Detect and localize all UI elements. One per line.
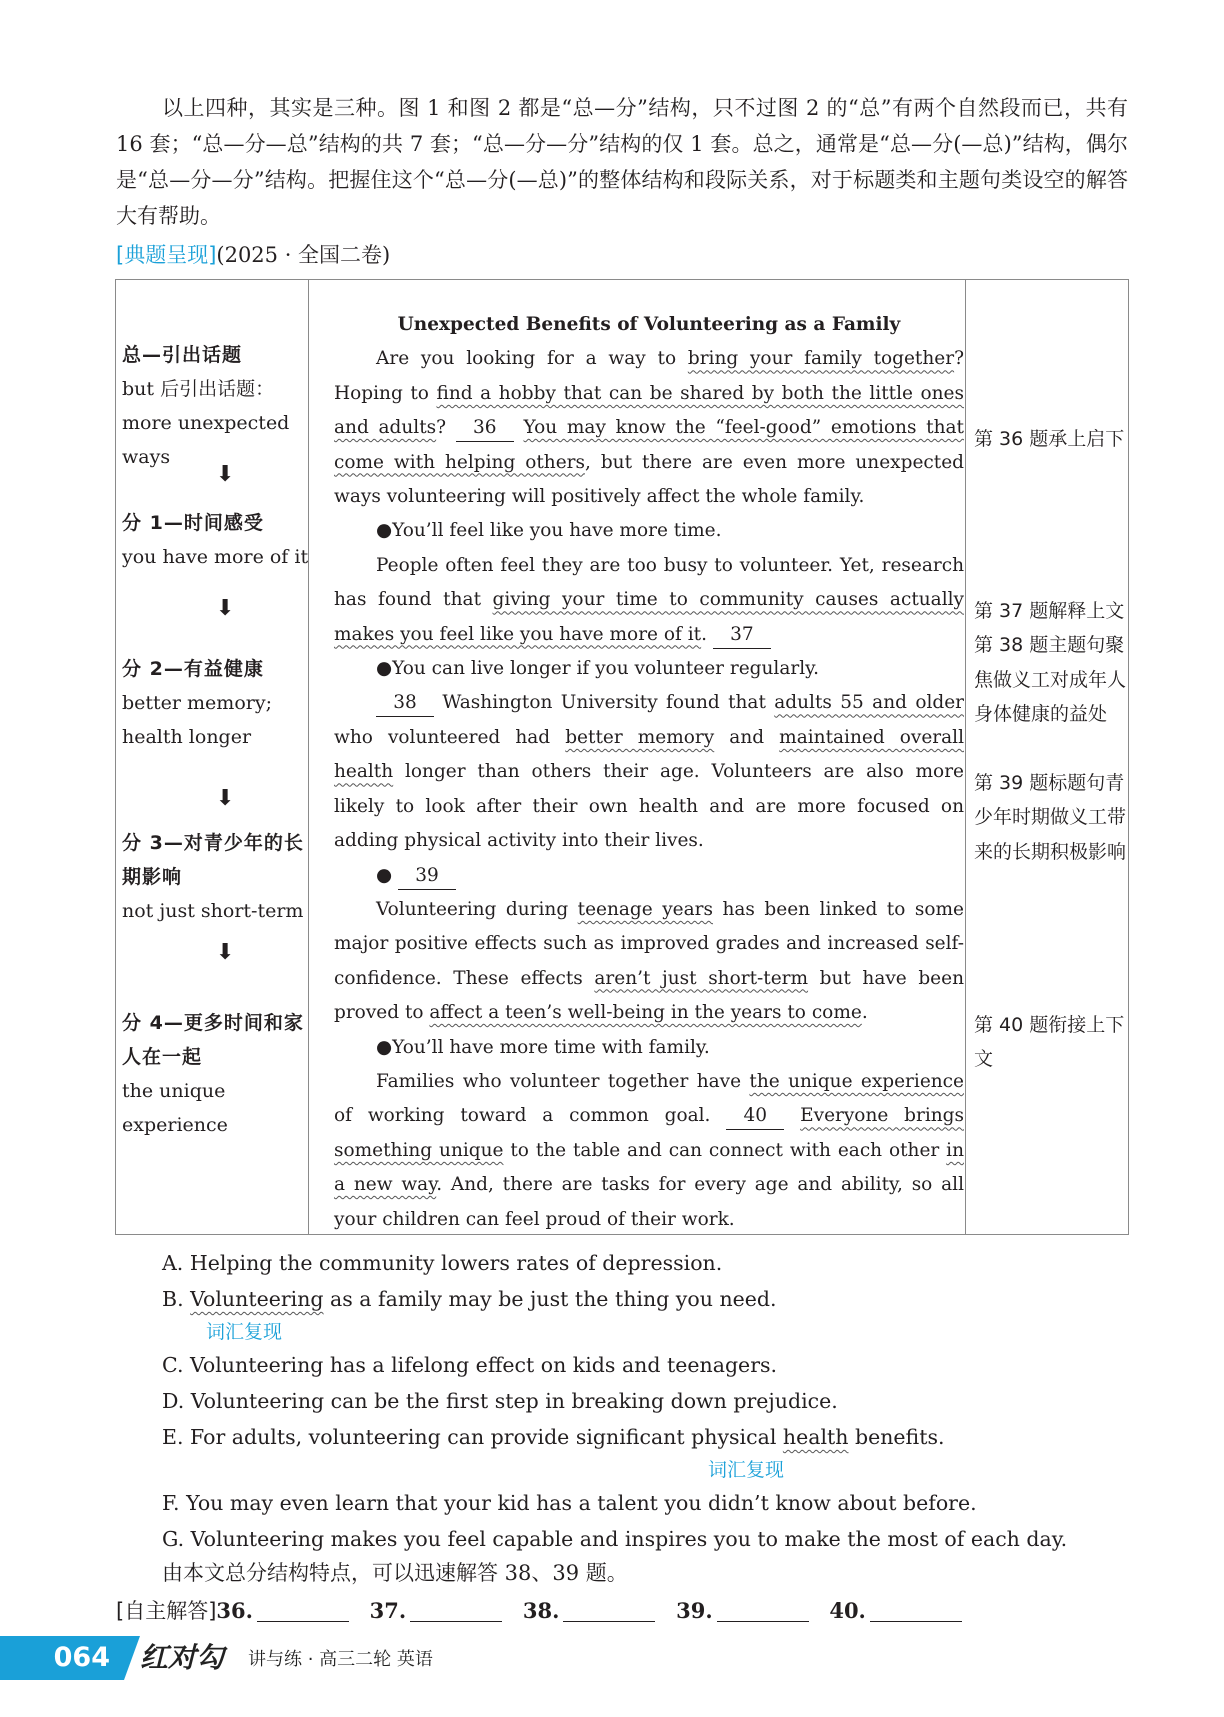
structure-keywords: but 后引出话题：more unexpected ways	[122, 378, 290, 468]
structure-keywords: not just short-term	[122, 900, 304, 922]
blank-39[interactable]: 39	[398, 863, 456, 890]
brand-logo: 红对勾	[140, 1641, 225, 1674]
note-36: 第 36 题承上启下	[974, 428, 1125, 450]
book-title: 讲与练 · 高三二轮 英语	[248, 1649, 433, 1670]
answer-blank-36[interactable]	[257, 1621, 349, 1622]
structure-label: 总—引出话题	[122, 344, 243, 366]
subheading-1: ●You’ll feel like you have more time.	[376, 520, 722, 542]
passage-paragraph-2: People often feel they are too busy to volunteer. Yet, research has found that giving your time to community causes actually makes you feel like you have more of it. 37	[334, 549, 964, 652]
passage-title: Unexpected Benefits of Volunteering as a Family	[397, 314, 901, 335]
answer-blank-39[interactable]	[717, 1621, 809, 1622]
structure-keywords: the unique experience	[122, 1080, 228, 1136]
down-arrow-icon: ⬇	[216, 786, 235, 811]
note-39: 第 39 题标题句青少年时期做义工带来的长期积极影响	[974, 772, 1127, 863]
hint-vocabulary: 词汇复现	[708, 1459, 785, 1481]
structure-block-2	[122, 652, 322, 754]
passage-paragraph-4: Volunteering during teenage years has been linked to some major positive effects such as improved grades and increased self-confidence. These effects aren’t just short-term but have been proved to affect a teen’s well-being in the years to come.	[334, 898, 964, 1024]
options-list	[162, 1245, 1067, 1557]
blank-37[interactable]: 37	[713, 622, 771, 649]
column-divider	[965, 280, 966, 1234]
structure-keywords: you have more of it	[122, 546, 309, 568]
passage-paragraph-3: 38 Washington University found that adults 55 and older who volunteered had better memory and maintained overall health longer than others their age. Volunteers are also more likely to look after their own health and are more focused on adding physical activity into their lives.	[334, 692, 965, 852]
answer-row: [自主解答]36. 37. 38. 39. 40.	[116, 1594, 962, 1628]
structure-block-0	[122, 338, 322, 474]
passage-paragraph-1: Are you looking for a way to bring your family together? Hoping to find a hobby that can be shared by both the little ones and adults? 36 You may know the “feel-good” emotions that come with helping others, but there are even more unexpected ways volunteering will positively affect the whole family.	[334, 348, 965, 508]
answer-blank-37[interactable]	[410, 1621, 502, 1622]
intro-paragraph: 以上四种，其实是三种。图 1 和图 2 都是“总—分”结构，只不过图 2 的“总”有两个自然段而已，共有 16 套；“总—分—总”结构的共 7 套；“总—分—分”结构的仅 1 套。总之，通常是“总—分(—总)”结构，偶尔是“总—分—分”结构。把握住这个“总—分(—总)”的整体结构和段际关系，对于标题类和主题句类设空的解答大有帮助。	[116, 96, 1128, 228]
analysis-table	[115, 279, 1129, 1235]
subheading-2: ●You can live longer if you volunteer regularly.	[376, 658, 820, 680]
page-number: 064	[0, 1636, 124, 1680]
option-g: G. Volunteering makes you feel capable and inspires you to make the most of each day.	[162, 1527, 1068, 1551]
answer-blank-38[interactable]	[563, 1621, 655, 1622]
structure-block-3	[122, 826, 322, 928]
subheading-4: ●You’ll have more time with family.	[376, 1036, 710, 1058]
blank-38[interactable]: 38	[376, 690, 434, 717]
answer-blank-40[interactable]	[870, 1621, 962, 1622]
structure-block-1	[122, 506, 322, 574]
option-c: C. Volunteering has a lifelong effect on kids and teenagers.	[162, 1353, 778, 1377]
structure-label: 分 3—对青少年的长期影响	[122, 832, 304, 888]
passage-column	[334, 308, 964, 1237]
blank-36[interactable]: 36	[456, 415, 514, 442]
summary-note: 由本文总分结构特点，可以迅速解答 38、39 题。	[162, 1561, 628, 1585]
option-d: D. Volunteering can be the first step in breaking down prejudice.	[162, 1389, 838, 1413]
page-footer	[0, 1636, 1224, 1686]
passage-paragraph-5: Families who volunteer together have the unique experience of working toward a common goal. 40 Everyone brings something unique to the table and can connect with each other in a new way. And, there are tasks for every age and ability, so all your children can feel proud of their work.	[334, 1070, 964, 1230]
down-arrow-icon: ⬇	[216, 462, 235, 487]
section-heading	[116, 240, 390, 270]
structure-keywords: better memory; health longer	[122, 692, 272, 748]
down-arrow-icon: ⬇	[216, 940, 235, 965]
blank-40[interactable]: 40	[726, 1103, 784, 1130]
structure-block-4	[122, 1006, 322, 1142]
option-a: A. Helping the community lowers rates of depression.	[162, 1251, 723, 1275]
hint-vocabulary: 词汇复现	[206, 1321, 283, 1343]
answer-tag: [自主解答]	[116, 1599, 217, 1623]
section-tag: [典题呈现]	[116, 243, 217, 267]
section-source: (2025 · 全国二卷)	[216, 243, 391, 267]
structure-label: 分 1—时间感受	[122, 512, 264, 534]
option-e: E. For adults, volunteering can provide significant physical health benefits.	[162, 1425, 945, 1449]
note-37-38: 第 37 题解释上文 第 38 题主题句聚焦做义工对成年人身体健康的益处	[974, 600, 1127, 726]
structure-label: 分 4—更多时间和家人在一起	[122, 1012, 304, 1068]
option-b: B. Volunteering as a family may be just the thing you need.	[162, 1287, 777, 1311]
note-40: 第 40 题衔接上下文	[974, 1014, 1125, 1071]
structure-label: 分 2—有益健康	[122, 658, 264, 680]
subheading-3: ● 39	[334, 859, 964, 893]
option-f: F. You may even learn that your kid has a talent you didn’t know about before.	[162, 1491, 977, 1515]
down-arrow-icon: ⬇	[216, 596, 235, 621]
